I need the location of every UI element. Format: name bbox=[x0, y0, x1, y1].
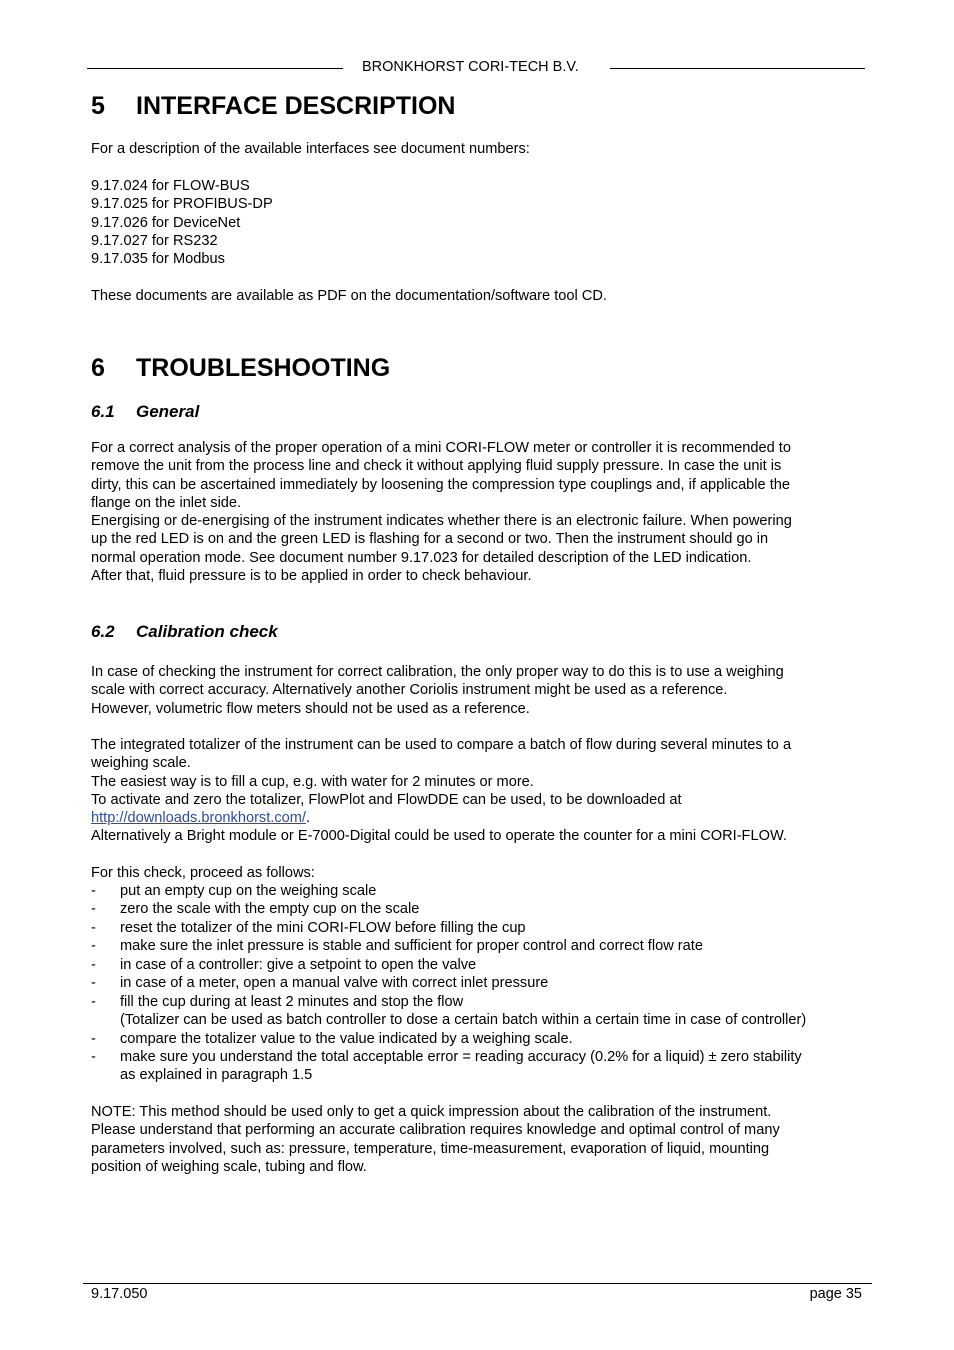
subsection-6-2-title: Calibration check bbox=[136, 622, 278, 641]
section-5-outro: These documents are available as PDF on the documentation/software tool CD. bbox=[91, 288, 607, 304]
text-line: However, volumetric flow meters should not be used as a reference. bbox=[91, 700, 530, 717]
subsection-6-2-number: 6.2 bbox=[91, 622, 115, 641]
steps-intro: For this check, proceed as follows: bbox=[91, 865, 315, 881]
text-line: Please understand that performing an accurate calibration requires knowledge and optimal control of many bbox=[91, 1122, 780, 1139]
text-line: To activate and zero the totalizer, FlowPlot and FlowDDE can be used, to be downloaded at bbox=[91, 791, 682, 808]
list-bullet: - bbox=[91, 957, 96, 973]
text-line: Energising or de-energising of the instrument indicates whether there is an electronic failure. When powering bbox=[91, 513, 792, 530]
list-item bbox=[91, 882, 376, 900]
list-bullet: - bbox=[91, 938, 96, 954]
text-line: Alternatively a Bright module or E-7000-Digital could be used to operate the counter for a mini CORI-FLOW. bbox=[91, 828, 787, 845]
text-line: parameters involved, such as: pressure, temperature, time-measurement, evaporation of liquid, mounting bbox=[91, 1140, 770, 1157]
list-item-continuation: (Totalizer can be used as batch controller to dose a certain batch within a certain time in case of controller) bbox=[120, 1012, 807, 1028]
doc-item: 9.17.026 for DeviceNet bbox=[91, 214, 241, 231]
section-5-title: INTERFACE DESCRIPTION bbox=[136, 92, 456, 120]
list-item-text: make sure you understand the total acceptable error = reading accuracy (0.2% for a liquid) ± zero stability bbox=[120, 1049, 802, 1065]
text-line: position of weighing scale, tubing and flow. bbox=[91, 1158, 367, 1175]
text-line: up the red LED is on and the green LED is flashing for a second or two. Then the instrument should go in bbox=[91, 531, 769, 548]
footer-rule bbox=[83, 1283, 872, 1284]
list-item bbox=[91, 937, 703, 955]
list-bullet: - bbox=[91, 1049, 96, 1065]
note-paragraph bbox=[91, 1103, 871, 1176]
list-item-continuation: as explained in paragraph 1.5 bbox=[120, 1067, 313, 1083]
section-5-number: 5 bbox=[91, 92, 105, 120]
general-paragraph bbox=[91, 439, 871, 585]
footer-page-number: page 35 bbox=[809, 1286, 862, 1302]
subsection-6-2-heading bbox=[91, 622, 278, 642]
text-line: For a correct analysis of the proper operation of a mini CORI-FLOW meter or controller it is recommended to bbox=[91, 440, 791, 456]
text-line: normal operation mode. See document number 9.17.023 for detailed description of the LED indication. bbox=[91, 549, 752, 566]
list-item bbox=[91, 974, 548, 992]
section-6-heading bbox=[91, 353, 390, 383]
doc-item: 9.17.025 for PROFIBUS-DP bbox=[91, 196, 273, 213]
list-bullet: - bbox=[91, 920, 96, 936]
subsection-6-1-title: General bbox=[136, 402, 200, 421]
download-line bbox=[91, 809, 871, 827]
list-item-text: fill the cup during at least 2 minutes and stop the flow bbox=[120, 994, 464, 1010]
list-item bbox=[91, 900, 419, 918]
list-item-text: compare the totalizer value to the value indicated by a weighing scale. bbox=[120, 1031, 573, 1047]
list-item-text: reset the totalizer of the mini CORI-FLOW before filling the cup bbox=[120, 920, 526, 936]
list-item bbox=[91, 993, 463, 1011]
list-bullet: - bbox=[91, 1031, 96, 1047]
list-bullet: - bbox=[91, 975, 96, 991]
section-5-heading bbox=[91, 91, 455, 121]
list-item-text: put an empty cup on the weighing scale bbox=[120, 883, 377, 899]
text-line: After that, fluid pressure is to be applied in order to check behaviour. bbox=[91, 568, 532, 585]
list-item-text: in case of a controller: give a setpoint to open the valve bbox=[120, 957, 477, 973]
list-bullet: - bbox=[91, 883, 96, 899]
text-line: NOTE: This method should be used only to get a quick impression about the calibration of the instrument. bbox=[91, 1104, 772, 1120]
text-line: In case of checking the instrument for correct calibration, the only proper way to do this is to use a weighing bbox=[91, 664, 784, 680]
header-rule-left bbox=[87, 68, 343, 69]
section-5-intro: For a description of the available interfaces see document numbers: bbox=[91, 141, 530, 157]
subsection-6-1-number: 6.1 bbox=[91, 402, 115, 421]
page-header bbox=[87, 58, 865, 78]
footer-doc-number: 9.17.050 bbox=[91, 1286, 148, 1302]
list-item bbox=[91, 956, 476, 974]
text-line: flange on the inlet side. bbox=[91, 494, 242, 511]
text-line: weighing scale. bbox=[91, 755, 191, 772]
text-line: The integrated totalizer of the instrument can be used to compare a batch of flow during several minutes to a bbox=[91, 737, 792, 753]
subsection-6-1-heading bbox=[91, 402, 199, 422]
section-6-number: 6 bbox=[91, 354, 105, 382]
list-item bbox=[91, 1048, 802, 1066]
doc-item: 9.17.027 for RS232 bbox=[91, 232, 218, 249]
link-suffix: . bbox=[305, 810, 311, 827]
text-line: remove the unit from the process line and check it without applying fluid supply pressure. In case the unit is bbox=[91, 458, 782, 475]
list-item bbox=[91, 919, 526, 937]
downloads-link[interactable]: http://downloads.bronkhorst.com/ bbox=[91, 810, 306, 827]
doc-item: 9.17.024 for FLOW-BUS bbox=[91, 178, 250, 194]
header-rule-right bbox=[610, 68, 865, 69]
doc-item: 9.17.035 for Modbus bbox=[91, 251, 225, 268]
list-item-text: make sure the inlet pressure is stable and sufficient for proper control and correct flow rate bbox=[120, 938, 703, 954]
calibration-paragraph-1 bbox=[91, 663, 871, 718]
header-company: BRONKHORST CORI-TECH B.V. bbox=[362, 59, 579, 75]
list-bullet: - bbox=[91, 901, 96, 917]
list-bullet: - bbox=[91, 994, 96, 1010]
text-line: The easiest way is to fill a cup, e.g. with water for 2 minutes or more. bbox=[91, 773, 534, 790]
list-item-text: in case of a meter, open a manual valve with correct inlet pressure bbox=[120, 975, 549, 991]
text-line: scale with correct accuracy. Alternatively another Coriolis instrument might be used as a reference. bbox=[91, 682, 728, 699]
list-item bbox=[91, 1030, 573, 1048]
section-6-title: TROUBLESHOOTING bbox=[136, 354, 391, 382]
text-line: dirty, this can be ascertained immediately by loosening the compression type couplings and, if applicable the bbox=[91, 476, 791, 493]
list-item-text: zero the scale with the empty cup on the scale bbox=[120, 901, 420, 917]
calibration-paragraph-2 bbox=[91, 736, 871, 846]
interface-doc-list bbox=[91, 177, 871, 268]
